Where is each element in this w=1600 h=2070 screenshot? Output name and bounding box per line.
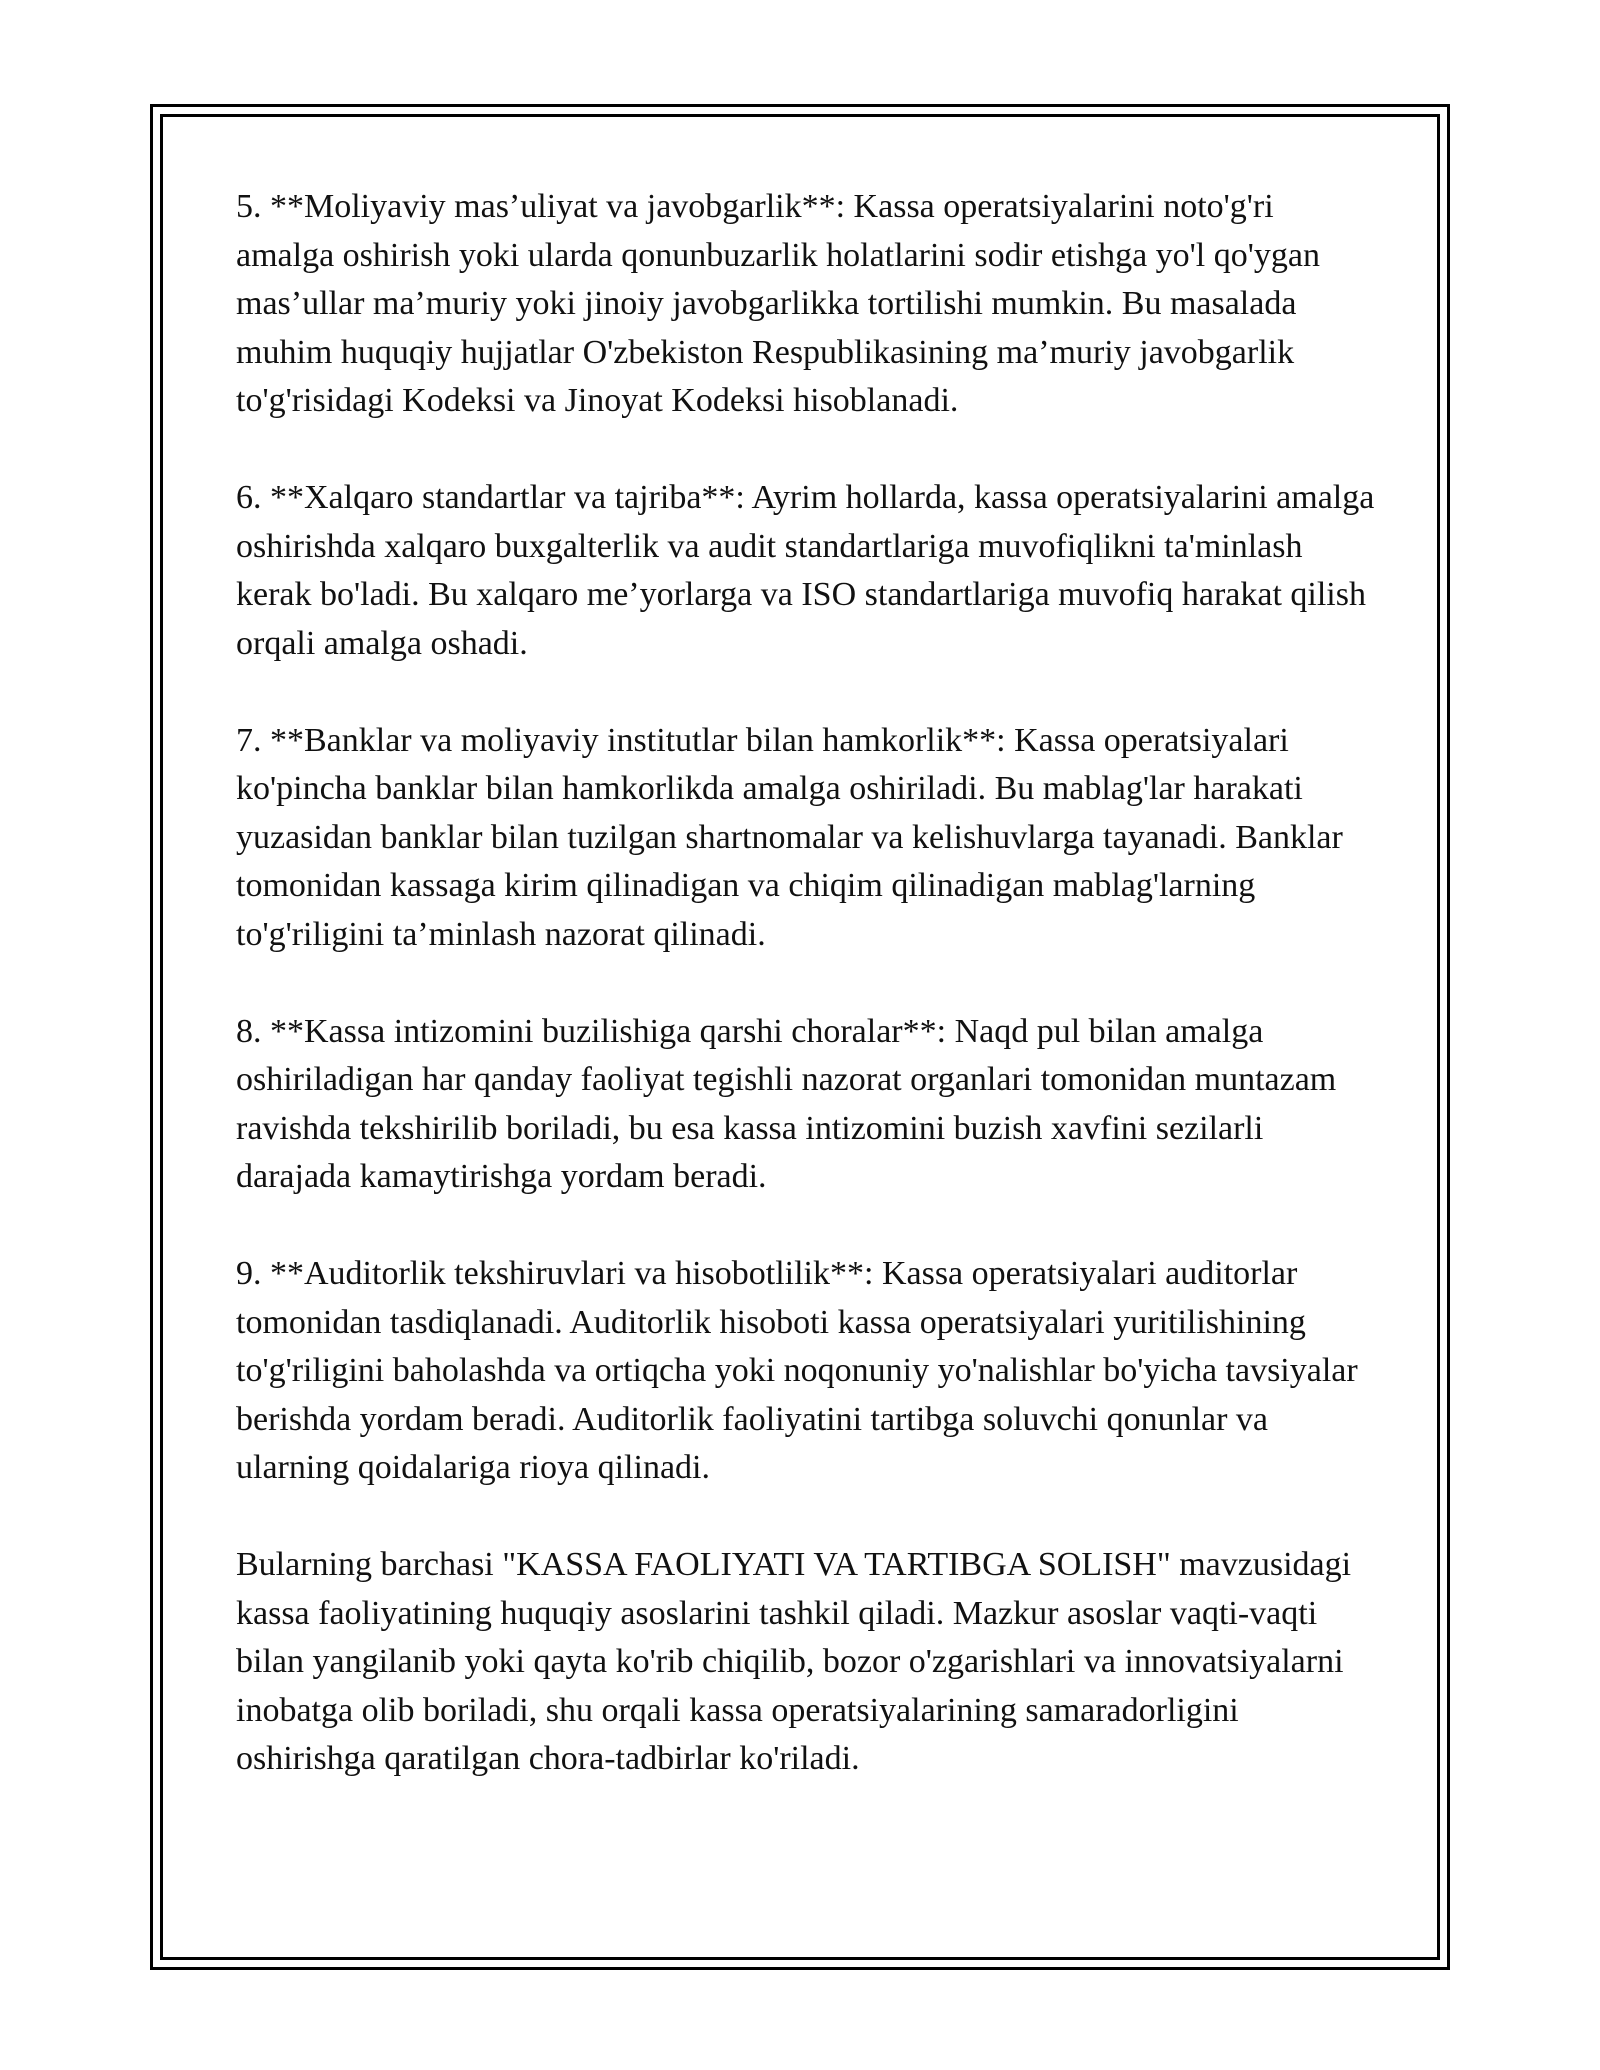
paragraph-item-5: 5. **Moliyaviy mas’uliyat va javobgarlik**: Kassa operatsiyalarini noto'g'ri amalga oshirish yoki ularda qonunbuzarlik holatlarini sodir etishga yo'l qo'ygan mas’ullar ma’muriy yoki jinoiy javobgarlikka tortilishi mumkin. Bu masalada muhim huquqiy hujjatlar O'zbekiston Respublikasining ma’muriy javobgarlik to'g'risidagi Kodeksi va Jinoyat Kodeksi hisoblanadi.: [236, 188, 1320, 419]
document-body: [236, 183, 1376, 1832]
paragraph-item-6: 6. **Xalqaro standartlar va tajriba**: Ayrim hollarda, kassa operatsiyalarini amalga oshirishda xalqaro buxgalterlik va audit standartlariga muvofiqlikni ta'minlash kerak bo'ladi. Bu xalqaro me’yorlarga va ISO standartlariga muvofiq harakat qilish orqali amalga oshadi.: [236, 479, 1375, 662]
paragraph-item-7: 7. **Banklar va moliyaviy institutlar bilan hamkorlik**: Kassa operatsiyalari ko'pincha banklar bilan hamkorlikda amalga oshiriladi. Bu mablag'lar harakati yuzasidan banklar bilan tuzilgan shartnomalar va kelishuvlarga tayanadi. Banklar tomonidan kassaga kirim qilinadigan va chiqim qilinadigan mablag'larning to'g'riligini ta’minlash nazorat qilinadi.: [236, 721, 1343, 953]
paragraph-summary: Bularning barchasi "KASSA FAOLIYATI VA TARTIBGA SOLISH" mavzusidagi kassa faoliyatining huquqiy asoslarini tashkil qiladi. Mazkur asoslar vaqti-vaqti bilan yangilanib yoki qayta ko'rib chiqilib, bozor o'zgarishlari va innovatsiyalarni inobatga olib boriladi, shu orqali kassa operatsiyalarining samaradorligini oshirishga qaratilgan chora-tadbirlar ko'riladi.: [236, 1546, 1352, 1777]
paragraph-item-8: 8. **Kassa intizomini buzilishiga qarshi choralar**: Naqd pul bilan amalga oshiriladigan har qanday faoliyat tegishli nazorat organlari tomonidan muntazam ravishda tekshirilib boriladi, bu esa kassa intizomini buzish xavfini sezilarli darajada kamaytirishga yordam beradi.: [236, 1012, 1337, 1195]
paragraph-item-9: 9. **Auditorlik tekshiruvlari va hisobotlilik**: Kassa operatsiyalari auditorlar tomonidan tasdiqlanadi. Auditorlik hisoboti kassa operatsiyalari yuritilishining to'g'riligini baholashda va ortiqcha yoki noqonuniy yo'nalishlar bo'yicha tavsiyalar berishda yordam beradi. Auditorlik faoliyatini tartibga soluvchi qonunlar va ularning qoidalariga rioya qilinadi.: [236, 1255, 1358, 1486]
